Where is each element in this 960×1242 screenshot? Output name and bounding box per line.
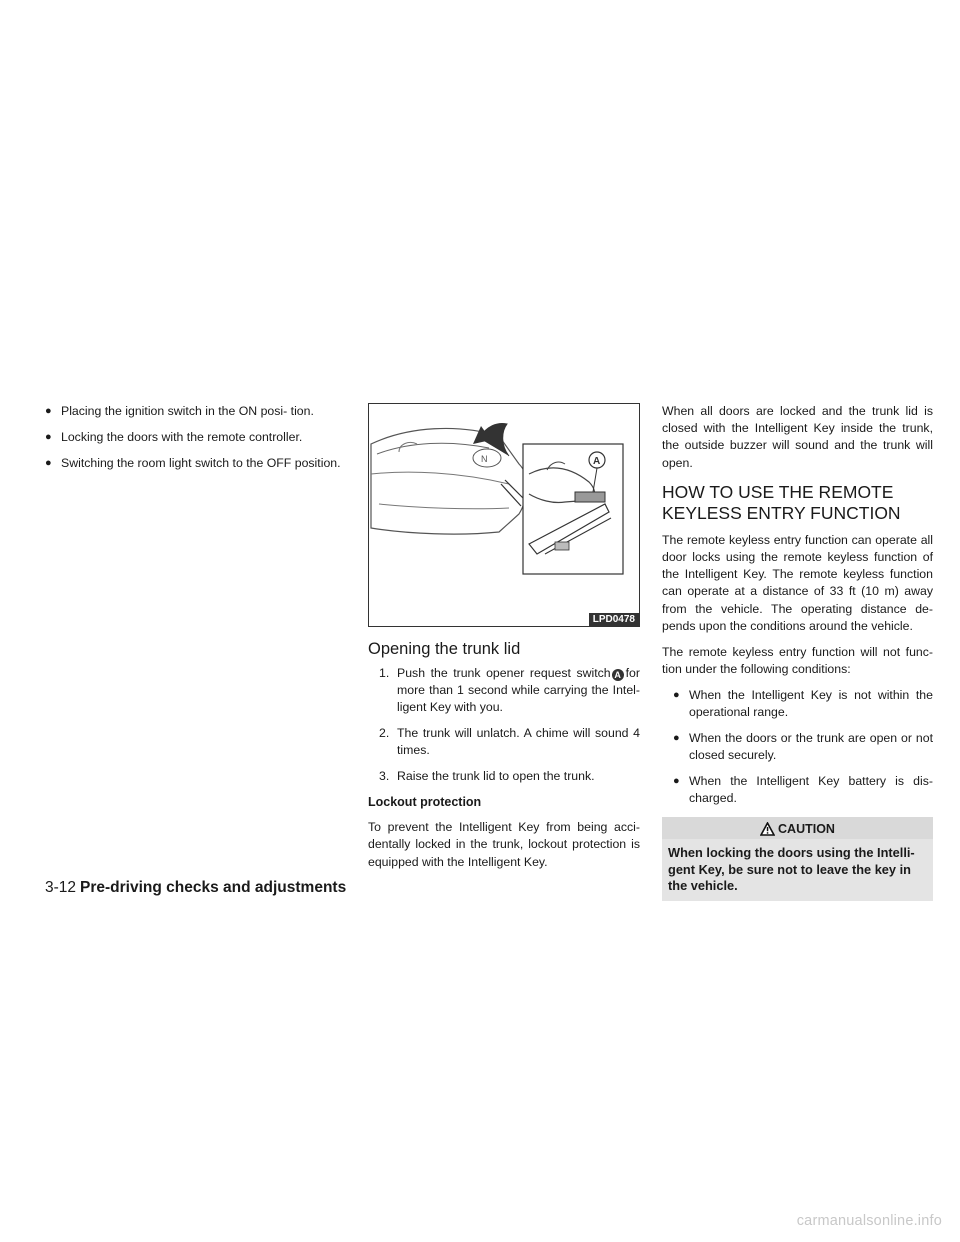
list-item [368, 665, 640, 717]
step-text: The trunk will unlatch. A chime will sound 4 times. [397, 726, 640, 758]
trunk-lid-illustration [369, 404, 639, 626]
callout-a-label: A [593, 456, 601, 467]
middle-column [368, 403, 640, 879]
list-item [662, 773, 933, 807]
page-number: 3-12 [45, 879, 77, 896]
paragraph: When all doors are locked and the trunk lid is closed with the Intelligent Key inside the trunk, the outside buzzer will sound and the trunk will open. [662, 404, 933, 470]
step-number: 1. [379, 666, 390, 680]
svg-text:N: N [481, 454, 488, 464]
callout-a-icon: A [612, 669, 624, 681]
list-item-text: When the Intelligent Key is not within the operational range. [689, 687, 933, 719]
list-item-text: Placing the ignition switch in the ON posi- tion. [61, 404, 314, 418]
subheading: Lockout protection [368, 795, 482, 809]
page-footer [45, 878, 346, 898]
watermark: carmanualsonline.info [796, 1213, 942, 1229]
bullet-icon: ● [673, 688, 680, 701]
section-heading-line: HOW TO USE THE REMOTE [662, 481, 894, 502]
list-item [662, 730, 933, 764]
step-text-part: for more than 1 second while carrying the Intel- ligent Key with you. [397, 666, 640, 715]
caution-box [662, 817, 933, 901]
right-column [662, 403, 933, 901]
list-item [45, 403, 345, 420]
list-item [45, 429, 345, 446]
list-item-text: When the Intelligent Key battery is dis- charged. [689, 773, 933, 805]
bullet-icon: ● [45, 456, 52, 469]
step-number: 3. [379, 769, 390, 784]
bullet-icon: ● [673, 731, 680, 744]
list-item [662, 687, 933, 721]
caution-title: CAUTION [778, 822, 835, 837]
section-heading [662, 482, 933, 524]
step-text [397, 665, 640, 717]
step-number: 2. [379, 726, 390, 741]
list-item [368, 725, 640, 759]
trunk-figure [368, 403, 640, 627]
bullet-icon: ● [45, 430, 52, 443]
bullet-icon: ● [673, 774, 680, 787]
caution-header [662, 817, 933, 839]
paragraph: To prevent the Intelligent Key from being acci- dentally locked in the trunk, lockout protection is equipped with the Intelligent Key. [368, 820, 640, 869]
figure-code: LPD0478 [589, 613, 639, 626]
warning-icon [760, 822, 775, 836]
bullet-icon: ● [45, 405, 52, 417]
list-item [368, 768, 640, 785]
paragraph: The remote keyless entry function will not func- tion under the following conditions: [662, 644, 933, 676]
paragraph: The remote keyless entry function can operate all door locks using the remote keyless function of the Intelligent Key. The remote keyless function can operate at a distance of 33 ft (10 m) away from the vehicle. The operating distance de- pends upon the conditions around the vehicle. [662, 532, 933, 633]
chapter-title: Pre-driving checks and adjustments [80, 879, 347, 896]
left-column [45, 403, 345, 480]
section-heading-line: KEYLESS ENTRY FUNCTION [662, 502, 901, 523]
caution-text: When locking the doors using the Intelli- gent Key, be sure not to leave the key in the vehicle. [662, 839, 933, 901]
condition-list [662, 687, 933, 807]
step-text-part: Push the trunk opener request switch [397, 666, 611, 680]
step-text: Raise the trunk lid to open the trunk. [397, 769, 595, 784]
list-item-text: Switching the room light switch to the OFF position. [61, 455, 341, 470]
section-heading: Opening the trunk lid [368, 640, 521, 658]
list-item-text: When the doors or the trunk are open or not closed securely. [689, 730, 933, 762]
list-item-text: Locking the doors with the remote controller. [61, 429, 303, 444]
list-item [45, 455, 345, 472]
